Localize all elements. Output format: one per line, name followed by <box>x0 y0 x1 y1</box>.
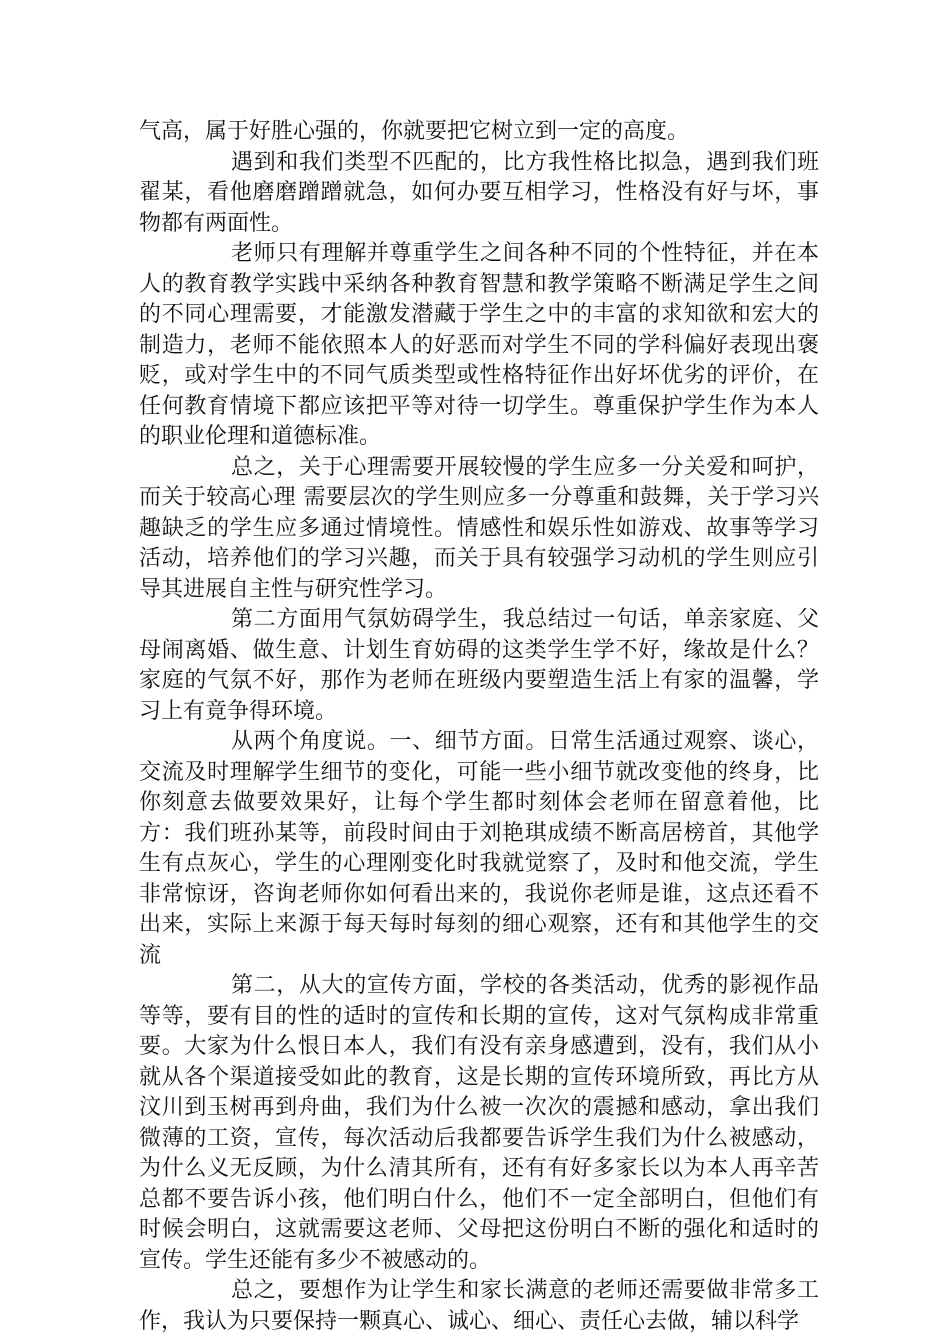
paragraph-2: 遇到和我们类型不匹配的，比方我性格比拟急，遇到我们班翟某，看他磨磨蹭蹭就急，如何办要互相学习，性格没有好与坏，事物都有两面性。 <box>139 149 819 236</box>
paragraph-6: 从两个角度说。一、细节方面。日常生活通过观察、谈心，交流及时理解学生细节的变化，可能一些小细节就改变他的终身，比你刻意去做要效果好，让每个学生都时刻体会老师在留意着他，比方：我们班孙某等，前段时间由于刘艳琪成绩不断高居榜首，其他学生有点灰心，学生的心理刚变化时我就觉察了，及时和他交流，学生非常惊讶，咨询老师你如何看出来的，我说你老师是谁，这点还看不出来，实际上来源于每天每时每刻的细心观察，还有和其他学生的交流 <box>139 729 819 968</box>
paragraph-7: 第二，从大的宣传方面，学校的各类活动，优秀的影视作品等等，要有目的性的适时的宣传和长期的宣传，这对气氛构成非常重要。大家为什么恨日本人，我们有没有亲身感遭到，没有，我们从小就从各个渠道接受如此的教育，这是长期的宣传环境所致，再比方从汶川到玉树再到舟曲，我们为什么被一次次的震撼和感动，拿出我们微薄的工资，宣传，每次活动后我都要告诉学生我们为什么被感动，为什么义无反顾，为什么清其所有，还有有好多家长以为本人再辛苦总都不要告诉小孩，他们明白什么，他们不一定全部明白，但他们有时候会明白，这就需要这老师、父母把这份明白不断的强化和适时的宣传。学生还能有多少不被感动的。 <box>139 973 819 1273</box>
paragraph-5: 第二方面用气氛妨碍学生，我总结过一句话，单亲家庭、父母闹离婚、做生意、计划生育妨碍的这类学生学不好，缘故是什么？家庭的气氛不好，那作为老师在班级内要塑造生活上有家的温馨，学习上有竟争得环境。 <box>139 607 819 724</box>
paragraph-3: 老师只有理解并尊重学生之间各种不同的个性特征，并在本人的教育教学实践中采纳各种教育智慧和教学策略不断满足学生之间的不同心理需要，才能激发潜藏于学生之中的丰富的求知欲和宏大的制造力，老师不能依照本人的好恶而对学生不同的学科偏好表现出褒贬，或对学生中的不同气质类型或性格特征作出好坏优劣的评价，在任何教育情境下都应该把平等对待一切学生。尊重保护学生作为本人的职业伦理和道德标准。 <box>139 241 819 449</box>
paragraph-4: 总之，关于心理需要开展较慢的学生应多一分关爱和呵护，而关于较高心理 需要层次的学生则应多一分尊重和鼓舞，关于学习兴趣缺乏的学生应多通过情境性。情感性和娱乐性如游戏、故事等学习活动，培养他们的学习兴趣，而关于具有较强学习动机的学生则应引导其进展自主性与研究性学习。 <box>139 454 819 602</box>
paragraph-8: 总之，要想作为让学生和家长满意的老师还需要做非常多工作，我认为只要保持一颗真心、诚心、细心、责任心去做，辅以科学 <box>139 1278 819 1334</box>
document-body <box>139 117 819 1337</box>
paragraph-1: 气高，属于好胜心强的，你就要把它树立到一定的高度。 <box>139 119 690 144</box>
